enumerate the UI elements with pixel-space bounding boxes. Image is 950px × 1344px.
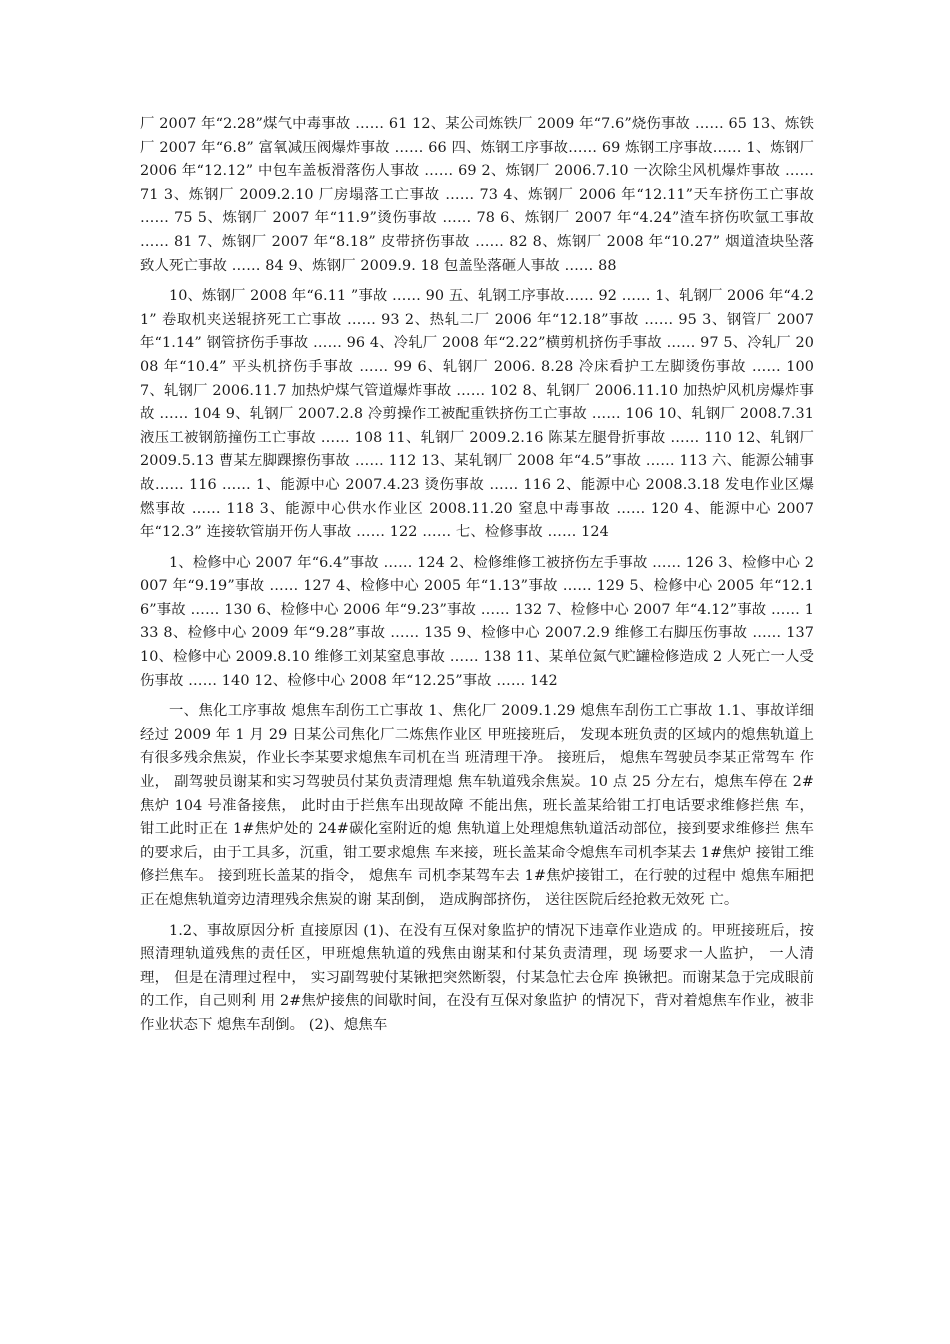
section-1-accident-description: 一、焦化工序事故 熄焦车刮伤工亡事故 1、焦化厂 2009.1.29 熄焦车刮伤工亡事故 1.1、事故详细经过 2009 年 1 月 29 日某公司焦化厂二炼焦作业区 甲班接班后， 发现本班负责的区域内的熄焦轨道上 有很多残余焦炭，作业长李某要求熄焦车司机在当 班清理干净。 接班后， 熄焦车驾驶员李某正常驾车 作业， 副驾驶员谢某和实习驾驶员付某负责清理熄 焦车轨道残余焦炭。10 点 25 分左右，熄焦车停在 2#焦炉 104 号准备接焦， 此时由于拦焦车出现故障 不能出焦，班长盖某给钳工打电话要求维修拦焦 车， 钳工此时正在 1#焦炉处的 24#碳化室附近的熄 焦轨道上处理熄焦轨道活动部位，接到要求维修拦 焦车的要求后，由于工具多，沉重，钳工要求熄焦 车来接，班长盖某命令熄焦车司机李某去 1#焦炉 接钳工维修拦焦车。 接到班长盖某的指令， 熄焦车 司机李某驾车去 1#焦炉接钳工，在行驶的过程中 熄焦车厢把正在熄焦轨道旁边清理残余焦炭的谢 某刮倒， 造成胸部挤伤， 送往医院后经抢救无效死 亡。 [140,703,814,908]
toc-paragraph-part-4: 10、炼钢厂 2008 年“6.11 ”事故 …… 90 五、轧钢工序事故…… 92 …… 1、轧钢厂 2006 年“4.21” 卷取机夹送辊挤死工亡事故 …… 93 2、热轧二厂 2006 年“12.18”事故 …… 95 3、钢管厂 2007 年“1.14” 钢管挤伤手事故 …… 96 4、冷轧厂 2008 年“2.22”横剪机挤伤手事故 …… 97 5、冷轧厂 2008 年“10.4” 平头机挤伤手事故 …… 99 6、轧钢厂 2006. 8.28 冷床看护工左脚烫伤事故 …… 100 7、轧钢厂 2006.11.7 加热炉煤气管道爆炸事故 …… 102 8、轧钢厂 2006.11.10 加热炉风机房爆炸事故 …… 104 9、轧钢厂 2007.2.8 冷剪操作工被配重铁挤伤工亡事故 …… 106 10、轧钢厂 2008.7.31 液压工被钢筋撞伤工亡事故 …… 108 11、轧钢厂 2009.2.16 陈某左腿骨折事故 …… 110 12、轧钢厂 2009.5.13 曹某左脚踝擦伤事故 …… 112 13、某轧钢厂 2008 年“4.5”事故 …… 113 六、能源公辅事故…… 116 …… 1、能源中心 2007.4.23 烫伤事故 …… 116 2、能源中心 2008.3.18 发电作业区爆燃事故 …… 118 3、能源中心供水作业区 2008.11.20 窒息中毒事故 …… 120 4、能源中心 2007 年“12.3” 连接软管崩开伤人事故 …… 122 …… 七、检修事故 …… 124 [140,288,815,541]
toc-paragraph-part-3: 厂 2007 年“2.28”煤气中毒事故 …… 61 12、某公司炼铁厂 2009 年“7.6”烧伤事故 …… 65 13、炼铁厂 2007 年“6.8” 富氧减压阀爆炸事故 …… 66 四、炼钢工序事故…… 69 炼钢工序事故…… 1、炼钢厂 2006 年“12.12” 中包车盖板滑落伤人事故 …… 69 2、炼钢厂 2006.7.10 一次除尘风机爆炸事故 …… 71 3、炼钢厂 2009.2.10 厂房塌落工亡事故 …… 73 4、炼钢厂 2006 年“12.11”天车挤伤工亡事故 …… 75 5、炼钢厂 2007 年“11.9”烫伤事故 …… 78 6、炼钢厂 2007 年“4.24”渣车挤伤吹氩工事故 …… 81 7、炼钢厂 2007 年“8.18” 皮带挤伤事故 …… 82 8、炼钢厂 2008 年“10.27” 烟道渣块坠落致人死亡事故 …… 84 9、炼钢厂 2009.9. 18 包盖坠落砸人事故 …… 88 [140,116,814,274]
paragraph-spacer [140,693,814,700]
document-page [140,113,814,1038]
paragraph-spacer [140,545,814,552]
paragraph-spacer [140,913,814,920]
toc-paragraph-part-5: 1、检修中心 2007 年“6.4”事故 …… 124 2、检修维修工被挤伤左手事故 …… 126 3、检修中心 2007 年“9.19”事故 …… 127 4、检修中心 2005 年“1.13”事故 …… 129 5、检修中心 2005 年“12.16”事故 …… 130 6、检修中心 2006 年“9.23”事故 …… 132 7、检修中心 2007 年“4.12”事故 …… 133 8、检修中心 2009 年“9.28”事故 …… 135 9、检修中心 2007.2.9 维修工右脚压伤事故 …… 137 10、检修中心 2009.8.10 维修工刘某窒息事故 …… 138 11、某单位氮气贮罐检修造成 2 人死亡一人受伤事故 …… 140 12、检修中心 2008 年“12.25”事故 …… 142 [140,554,814,689]
paragraph-spacer [140,278,814,285]
section-1-2-cause-analysis: 1.2、事故原因分析 直接原因 (1)、在没有互保对象监护的情况下违章作业造成 的。甲班接班后，按照清理轨道残焦的责任区，甲班熄焦轨道的残焦由谢某和付某负责清理，现 场要求一人监护， 一人清理， 但是在清理过程中， 实习副驾驶付某锹把突然断裂，付某急忙去仓库 换锹把。而谢某急于完成眼前的工作，自己则利 用 2#焦炉接焦的间歇时间，在没有互保对象监护 的情况下，背对着熄焦车作业，被非作业状态下 熄焦车刮倒。 (2)、熄焦车 [140,922,814,1033]
